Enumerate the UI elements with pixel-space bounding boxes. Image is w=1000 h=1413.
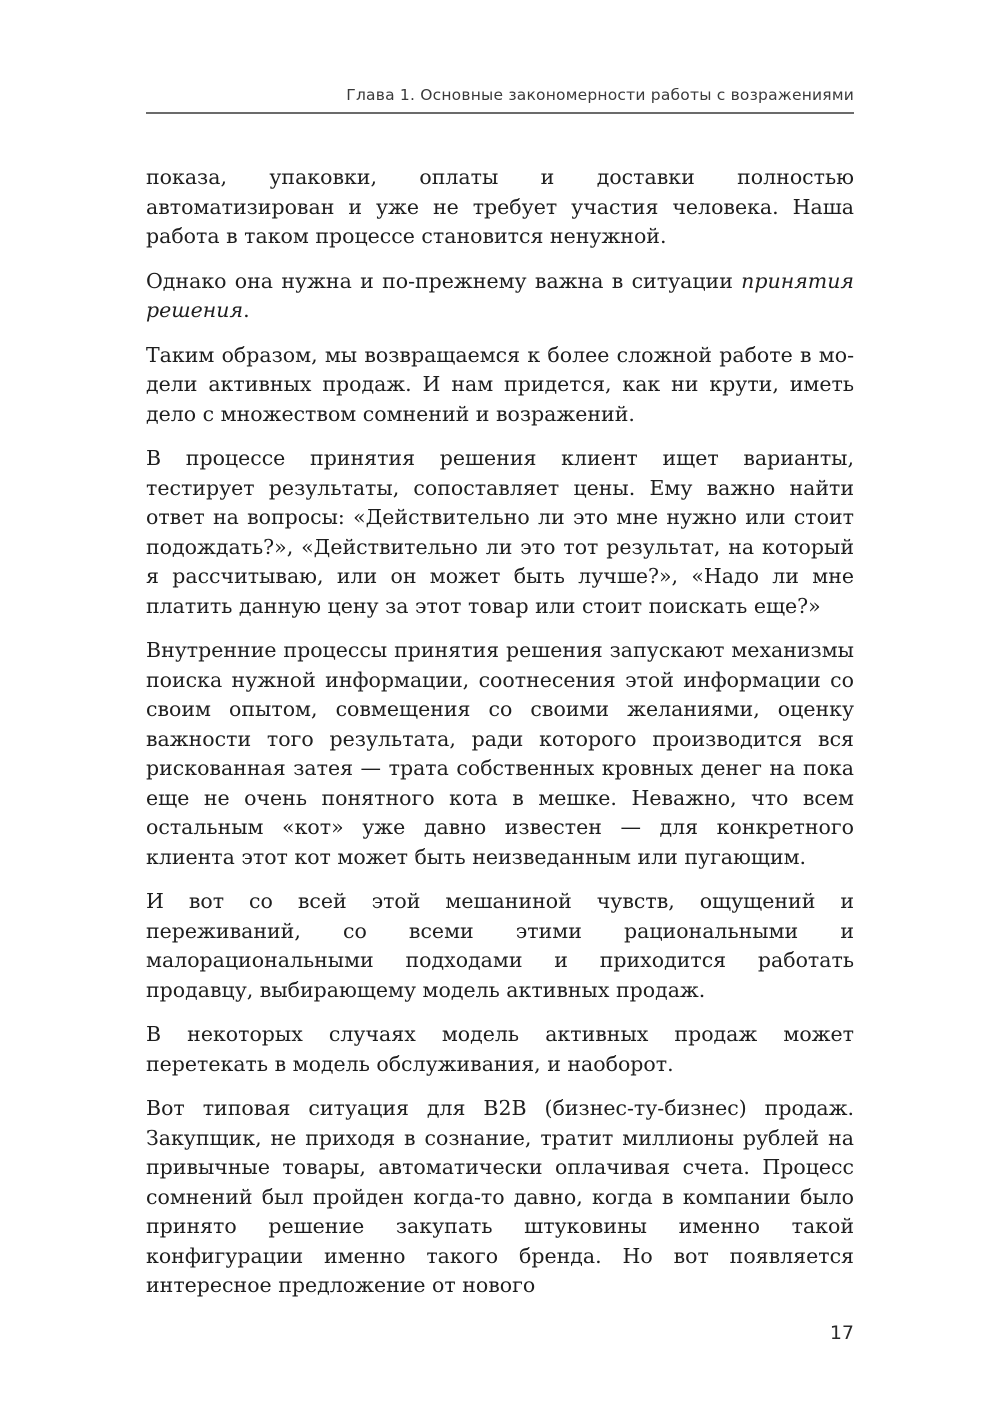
page-number: 17 (829, 1322, 854, 1344)
paragraph-3: Таким образом, мы возвращаемся к более сложной работе в модели активных продаж. И нам придется, как ни крути, иметь дело с множеством сомнений и возражений. (146, 342, 854, 426)
paragraph-2-end: . (243, 298, 250, 322)
running-head: Глава 1. Основные закономерности работы с возражениями (346, 86, 854, 104)
paragraph-8: Вот типовая ситуация для B2B (бизнес-ту-бизнес) продаж. Закупщик, не приходя в сознание, тратит миллионы рублей на привычные товары, автоматически оплачивая счета. Процесс сомнений был пройден когда-то давно, когда в компании было принято решение закупать штуковины именно такой конфигурации именно такого бренда. Но вот появляется интересное предложение от нового (146, 1096, 854, 1297)
paragraph-6: И вот со всей этой мешаниной чувств, ощущений и переживаний, со всеми этими рациональными и малорациональными подходами и приходится работать продавцу, выбирающему модель активных продаж. (146, 889, 854, 1002)
paragraph-2-text: Однако она нужна и по-прежнему важна в ситуации (146, 268, 742, 293)
paragraph-2 (146, 267, 854, 326)
paragraph-7: В некоторых случаях модель активных продаж может перетекать в модель обслуживания, и наоборот. (146, 1022, 854, 1076)
paragraph-4: В процессе принятия решения клиент ищет варианты, тестирует результаты, сопоставляет цены. Ему важно найти ответ на вопросы: «Действительно ли это мне нужно или стоит подождать?», «Действительно ли это тот результат, на который я рассчитываю, или он может быть лучше?», «Надо ли мне платить данную цену за этот товар или стоит поискать еще?» (146, 446, 854, 618)
paragraph-5: Внутренние процессы принятия решения запускают механизмы поиска нужной информации, соотнесения этой информации со своим опытом, совмещения со своими желаниями, оценку важности того результата, ради которого производится вся рискованная затея — трата собственных кровных денег на пока еще не очень понятного кота в мешке. Неважно, что всем остальным «кот» уже давно известен — для конкретного клиента этот кот может быть неизведанным или пугающим. (146, 638, 854, 869)
header-divider (146, 112, 854, 114)
body-text (146, 163, 854, 1301)
paragraph-2-emphasis: принятия решения (146, 268, 854, 322)
paragraph-1: показа, упаковки, оплаты и доставки полностью автоматизирован и уже не требует участия человека. Наша работа в таком процессе становится ненужной. (146, 165, 854, 248)
